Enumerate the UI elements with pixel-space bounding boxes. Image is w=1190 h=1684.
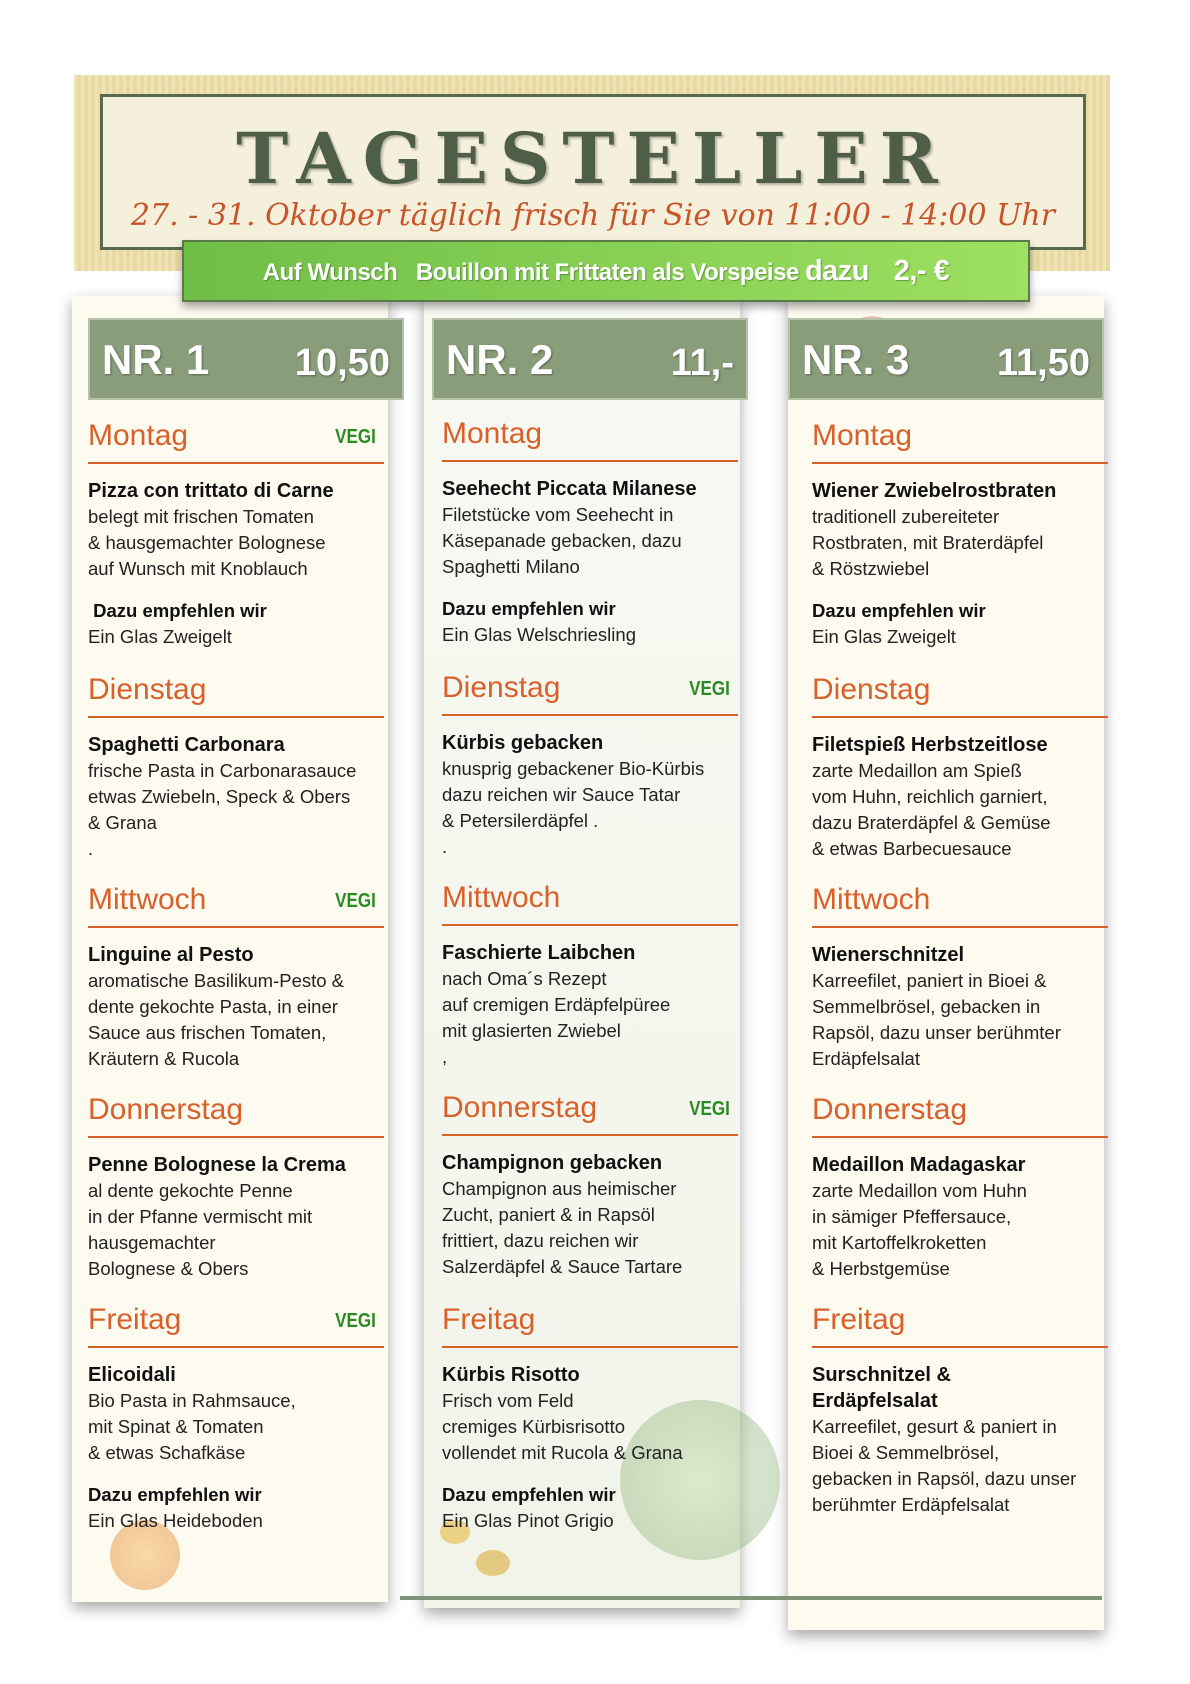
vegi-badge: VEGI [335,890,376,912]
dish-name: Medaillon Madagaskar [812,1154,1026,1176]
dish-description: zarte Medaillon am Spieß vom Huhn, reichlich garniert, dazu Braterdäpfel & Gemüse & etwas Barbecuesauce [812,760,1051,859]
dish-description: traditionell zubereiteter Rostbraten, mit Braterdäpfel & Röstzwiebel [812,506,1044,579]
dish-name: Elicoidali [88,1364,176,1386]
page-title: TAGESTELLER [236,117,950,200]
wine-recommendation-label: Dazu empfehlen wir [88,600,267,621]
day-name: Dienstag [812,672,1108,718]
dish-description: Bio Pasta in Rahmsauce, mit Spinat & Tomaten & etwas Schafkäse [88,1390,296,1463]
column-label: NR. 2 [446,336,554,383]
day-name: Donnerstag [442,1090,738,1136]
day-name: Donnerstag [812,1092,1108,1138]
dish-description: Filetstücke vom Seehecht in Käsepanade gebacken, dazu Spaghetti Milano [442,504,682,577]
dish-description: al dente gekochte Penne in der Pfanne vermischt mit hausgemachter Bolognese & Obers [88,1180,313,1279]
bottom-divider [400,1596,1102,1600]
dish-name: Penne Bolognese la Crema [88,1154,346,1176]
day-name: Montag [812,418,1108,464]
day-name: Freitag [812,1302,1108,1348]
day-name: Freitag [88,1302,384,1348]
day-name: Dienstag [88,672,384,718]
dish-name: Kürbis gebacken [442,732,604,754]
dish-name: Faschierte Laibchen [442,942,636,964]
vegi-badge: VEGI [689,1098,730,1120]
day-name: Montag [442,416,738,462]
dish-name: Kürbis Risotto [442,1364,580,1386]
day-entry [812,418,1108,650]
banner-part1: Auf Wunsch [262,259,398,286]
vegi-badge: VEGI [335,1310,376,1332]
column-header-1 [88,318,404,400]
day-name: Mittwoch [442,880,738,926]
soup-banner [182,240,1030,302]
day-entry [812,672,1108,862]
wine-recommendation: Ein Glas Zweigelt [812,626,956,647]
potato-decoration [476,1550,510,1576]
dish-name: Filetspieß Herbstzeitlose [812,734,1048,756]
dish-description: Karreefilet, gesurt & paniert in Bioei & Semmelbrösel, gebacken in Rapsöl, dazu unser berühmter Erdäpfelsalat [812,1416,1077,1515]
dish-description: knusprig gebackener Bio-Kürbis dazu reichen wir Sauce Tatar & Petersilerdäpfel . . [442,758,705,857]
banner-part2: Bouillon mit Frittaten als Vorspeise [415,259,799,286]
dish-description: Frisch vom Feld cremiges Kürbisrisotto vollendet mit Rucola & Grana [442,1390,683,1463]
vegi-badge: VEGI [689,678,730,700]
day-entry [88,672,384,862]
dish-name: Champignon gebacken [442,1152,663,1174]
day-entry [812,1302,1108,1518]
dish-description: Karreefilet, paniert in Bioei & Semmelbrösel, gebacken in Rapsöl, dazu unser berühmter Erdäpfelsalat [812,970,1061,1069]
column-header-3 [788,318,1104,400]
dish-name: Seehecht Piccata Milanese [442,478,697,500]
dish-name: Wiener Zwiebelrostbraten [812,480,1057,502]
column-label: NR. 1 [102,336,210,383]
column-price: 11,50 [997,342,1090,384]
page-subtitle: 27. - 31. Oktober täglich frisch für Sie von 11:00 - 14:00 Uhr [130,198,1056,233]
dish-description: belegt mit frischen Tomaten & hausgemachter Bolognese auf Wunsch mit Knoblauch [88,506,326,579]
day-entry [88,1092,384,1282]
day-name: Mittwoch [812,882,1108,928]
day-entry [442,1090,738,1280]
dish-description: zarte Medaillon vom Huhn in sämiger Pfeffersauce, mit Kartoffelkroketten & Herbstgemüse [812,1180,1027,1279]
wine-recommendation-label: Dazu empfehlen wir [812,600,986,621]
day-name: Donnerstag [88,1092,384,1138]
wine-recommendation-label: Dazu empfehlen wir [442,1484,616,1505]
header-box [100,94,1086,250]
day-entry [812,1092,1108,1282]
day-entry [88,418,384,650]
column-header-2 [432,318,748,400]
dish-name: Wienerschnitzel [812,944,965,966]
day-name: Dienstag [442,670,738,716]
day-entry [812,882,1108,1072]
dish-name: Linguine al Pesto [88,944,254,966]
wine-recommendation: Ein Glas Zweigelt [88,626,232,647]
dish-name: Pizza con trittato di Carne [88,480,334,502]
banner-price: 2,- € [893,255,950,287]
vegi-badge: VEGI [335,426,376,448]
day-entry [442,880,738,1070]
banner-part3: dazu [804,255,870,287]
column-label: NR. 3 [802,336,910,383]
dish-description: frische Pasta in Carbonarasauce etwas Zwiebeln, Speck & Obers & Grana . [88,760,357,859]
wine-recommendation: Ein Glas Pinot Grigio [442,1510,614,1531]
day-entry [88,1302,384,1534]
column-price: 11,- [670,342,734,384]
column-price: 10,50 [294,342,390,384]
wine-recommendation: Ein Glas Welschriesling [442,624,636,645]
day-entry [88,882,384,1072]
day-name: Freitag [442,1302,738,1348]
wine-recommendation: Ein Glas Heideboden [88,1510,263,1531]
day-name: Montag [88,418,384,464]
wine-recommendation-label: Dazu empfehlen wir [88,1484,262,1505]
dish-name: Spaghetti Carbonara [88,734,285,756]
dish-description: aromatische Basilikum-Pesto & dente gekochte Pasta, in einer Sauce aus frischen Tomaten, Kräutern & Rucola [88,970,345,1069]
dish-description: Champignon aus heimischer Zucht, paniert & in Rapsöl frittiert, dazu reichen wir Salzerdäpfel & Sauce Tartare [442,1178,683,1277]
day-entry [442,670,738,860]
day-name: Mittwoch [88,882,384,928]
dish-name: Surschnitzel & Erdäpfelsalat [812,1364,951,1412]
dish-description: nach Oma´s Rezept auf cremigen Erdäpfelpüree mit glasierten Zwiebel , [442,968,671,1067]
day-entry [442,1302,738,1534]
wine-recommendation-label: Dazu empfehlen wir [442,598,616,619]
day-entry [442,416,738,648]
